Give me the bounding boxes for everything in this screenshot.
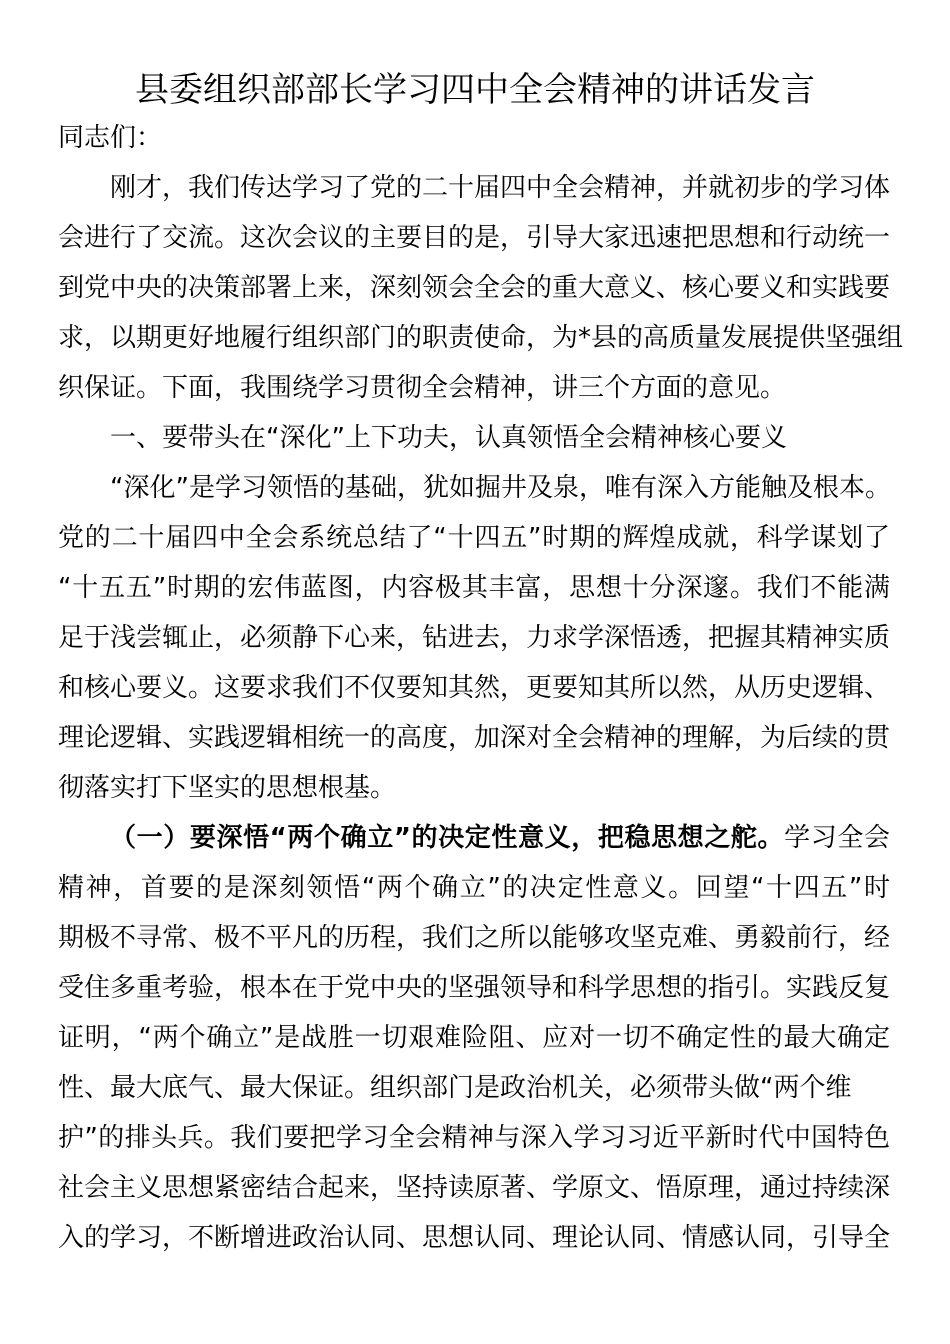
paragraph-line: 入的学习，不断增进政治认同、思想认同、理论认同、情感认同，引导全 [58, 1223, 891, 1253]
document-body [58, 113, 904, 1263]
paragraph-line: 党的二十届四中全会系统总结了“十四五”时期的辉煌成就，科学谋划了 [58, 523, 890, 553]
paragraph-line: “十五五”时期的宏伟蓝图，内容极其丰富，思想十分深邃。我们不能满 [58, 573, 890, 603]
paragraph-line: 织保证。下面，我围绕学习贯彻全会精神，讲三个方面的意见。 [58, 373, 787, 403]
paragraph-line: 会进行了交流。这次会议的主要目的是，引导大家迅速把思想和行动统一 [58, 223, 891, 253]
paragraph-line: 刚才，我们传达学习了党的二十届四中全会精神，并就初步的学习体 [110, 173, 891, 203]
paragraph-line: 和核心要义。这要求我们不仅要知其然，更要知其所以然，从历史逻辑、 [58, 673, 891, 703]
paragraph-line: “深化”是学习领悟的基础，犹如掘井及泉，唯有深入方能触及根本。 [110, 473, 891, 503]
section-heading-1: 一、要带头在“深化”上下功夫，认真领悟全会精神核心要义 [110, 423, 787, 453]
paragraph-intro [58, 163, 904, 413]
paragraph-line [58, 813, 890, 863]
paragraph-line: 证明，“两个确立”是战胜一切艰难险阻、应对一切不确定性的最大确定 [58, 1023, 890, 1053]
paragraph-line: 足于浅尝辄止，必须静下心来，钻进去，力求学深悟透，把握其精神实质 [58, 623, 891, 653]
paragraph-deepen [58, 463, 890, 813]
paragraph-two-establishments [58, 813, 890, 1263]
paragraph-text: 学习全会 [784, 823, 890, 853]
paragraph-line: 理论逻辑、实践逻辑相统一的高度，加深对全会精神的理解，为后续的贯 [58, 723, 891, 753]
paragraph-line: 社会主义思想紧密结合起来，坚持读原著、学原文、悟原理，通过持续深 [58, 1173, 891, 1203]
paragraph-line: 求，以期更好地履行组织部门的职责使命，为*县的高质量发展提供坚强组 [58, 323, 904, 353]
paragraph-line: 精神，首要的是深刻领悟“两个确立”的决定性意义。回望“十四五”时 [58, 873, 890, 903]
salutation: 同志们： [58, 123, 163, 153]
paragraph-line: 护”的排头兵。我们要把学习全会精神与深入学习习近平新时代中国特色 [58, 1123, 890, 1153]
document-title: 县委组织部部长学习四中全会精神的讲话发言 [135, 70, 815, 110]
paragraph-line: 彻落实打下坚实的思想根基。 [58, 773, 397, 803]
paragraph-line: 受住多重考验，根本在于党中央的坚强领导和科学思想的指引。实践反复 [58, 973, 891, 1003]
paragraph-line: 性、最大底气、最大保证。组织部门是政治机关，必须带头做“两个维 [58, 1073, 852, 1103]
subsection-heading-1: （一）要深悟“两个确立”的决定性意义，把稳思想之舵。 [110, 823, 785, 853]
paragraph-line: 期极不寻常、极不平凡的历程，我们之所以能够攻坚克难、勇毅前行，经 [58, 923, 891, 953]
paragraph-line: 到党中央的决策部署上来，深刻领会全会的重大意义、核心要义和实践要 [58, 273, 891, 303]
